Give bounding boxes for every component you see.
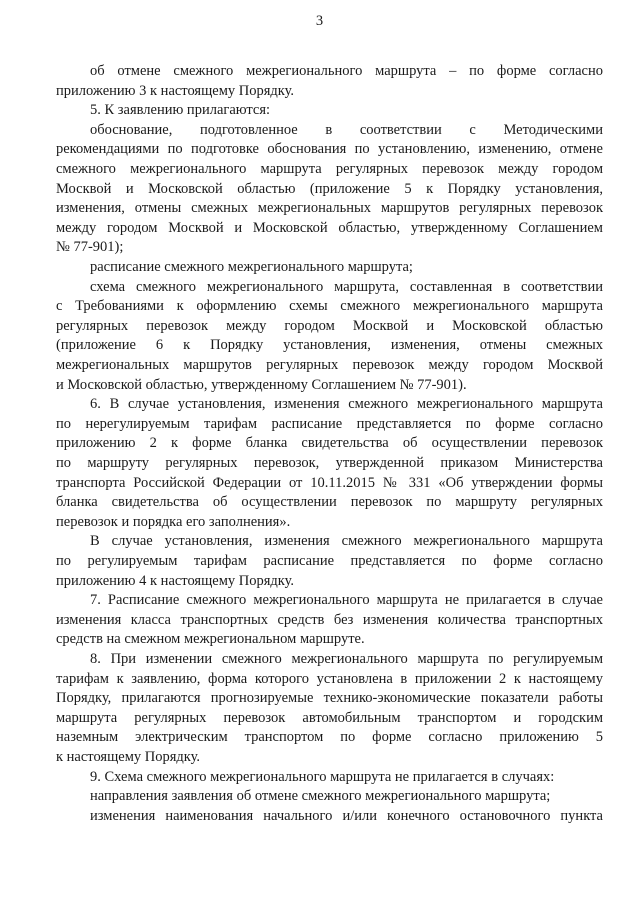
text-line: схема смежного межрегионального маршрута, составленная в соответствии: [90, 278, 603, 295]
text-line: приложению 2 к форме бланка свидетельства об осуществлении перевозок: [56, 435, 603, 452]
text-line: тарифам к заявлению, форма которого установлена в приложении 2 к настоящему: [56, 670, 603, 687]
text-line: изменения класса транспортных средств без изменения количества транспортных: [56, 611, 603, 628]
text-line: 5. К заявлению прилагаются:: [90, 102, 271, 119]
text-line: бланка свидетельства об осуществлении перевозок по маршруту регулярных: [56, 494, 603, 511]
text-line: № 77-901);: [56, 239, 124, 256]
text-line: об отмене смежного межрегионального маршрута – по форме согласно: [90, 63, 603, 79]
text-line: (приложение 6 к Порядку установления, изменения, отмены смежных: [56, 337, 603, 354]
text-line: к настоящему Порядку.: [56, 749, 201, 765]
text-line: изменения, отмены смежных межрегиональных маршрутов регулярных перевозок: [56, 200, 603, 217]
text-line: Порядку, прилагаются прогнозируемые технико-экономические показатели работы: [56, 690, 603, 707]
text-line: межрегиональных маршрутов регулярных перевозок между городом Москвой: [56, 357, 603, 373]
text-line: расписание смежного межрегионального маршрута;: [90, 259, 413, 275]
text-line: В случае установления, изменения смежного межрегионального маршрута: [90, 533, 603, 550]
text-line: транспорта Российской Федерации от 10.11.2015 № 331 «Об утверждении формы: [56, 474, 603, 491]
text-line: 9. Схема смежного межрегионального маршрута не прилагается в случаях:: [90, 768, 555, 785]
text-line: 7. Расписание смежного межрегионального маршрута не прилагается в случае: [90, 592, 603, 609]
text-line: приложению 3 к настоящему Порядку.: [56, 82, 295, 99]
page-number: 3: [315, 13, 324, 29]
text-line: смежного межрегионального маршрута регулярных перевозок между городом: [56, 161, 603, 177]
text-line: наземным электрическим транспортом по форме согласно приложению 5: [56, 729, 603, 746]
text-line: 8. При изменении смежного межрегионального маршрута по регулируемым: [90, 651, 603, 667]
text-line: по регулируемым тарифам расписание представляется по форме согласно: [56, 553, 603, 569]
text-line: перевозок и порядка его заполнения».: [56, 513, 291, 530]
text-line: и Московской областью, утвержденному Соглашением № 77-901).: [56, 376, 467, 393]
text-line: регулярных перевозок между городом Москвой и Московской областью: [56, 317, 603, 334]
text-line: средств на смежном межрегиональном маршруте.: [56, 631, 365, 648]
text-line: между городом Москвой и Московской областью, утвержденному Соглашением: [56, 219, 603, 236]
text-line: изменения наименования начального и/или конечного остановочного пункта: [90, 807, 603, 824]
text-line: по маршруту регулярных перевозок, утвержденной приказом Министерства: [56, 455, 603, 471]
text-line: направления заявления об отмене смежного межрегионального маршрута;: [90, 788, 551, 805]
text-line: с Требованиями к оформлению схемы смежного межрегионального маршрута: [56, 298, 603, 315]
text-line: по нерегулируемым тарифам расписание представляется по форме согласно: [56, 415, 603, 432]
text-line: Москвой и Московской областью (приложение 5 к Порядку установления,: [56, 180, 603, 197]
text-line: 6. В случае установления, изменения смежного межрегионального маршрута: [90, 396, 603, 413]
text-line: приложению 4 к настоящему Порядку.: [56, 572, 295, 589]
text-line: маршрута регулярных перевозок автомобильным транспортом и городским: [56, 709, 603, 726]
text-line: рекомендациями по подготовке обоснования по установлению, изменению, отмене: [56, 141, 603, 158]
text-line: обоснование, подготовленное в соответствии с Методическими: [90, 121, 603, 138]
